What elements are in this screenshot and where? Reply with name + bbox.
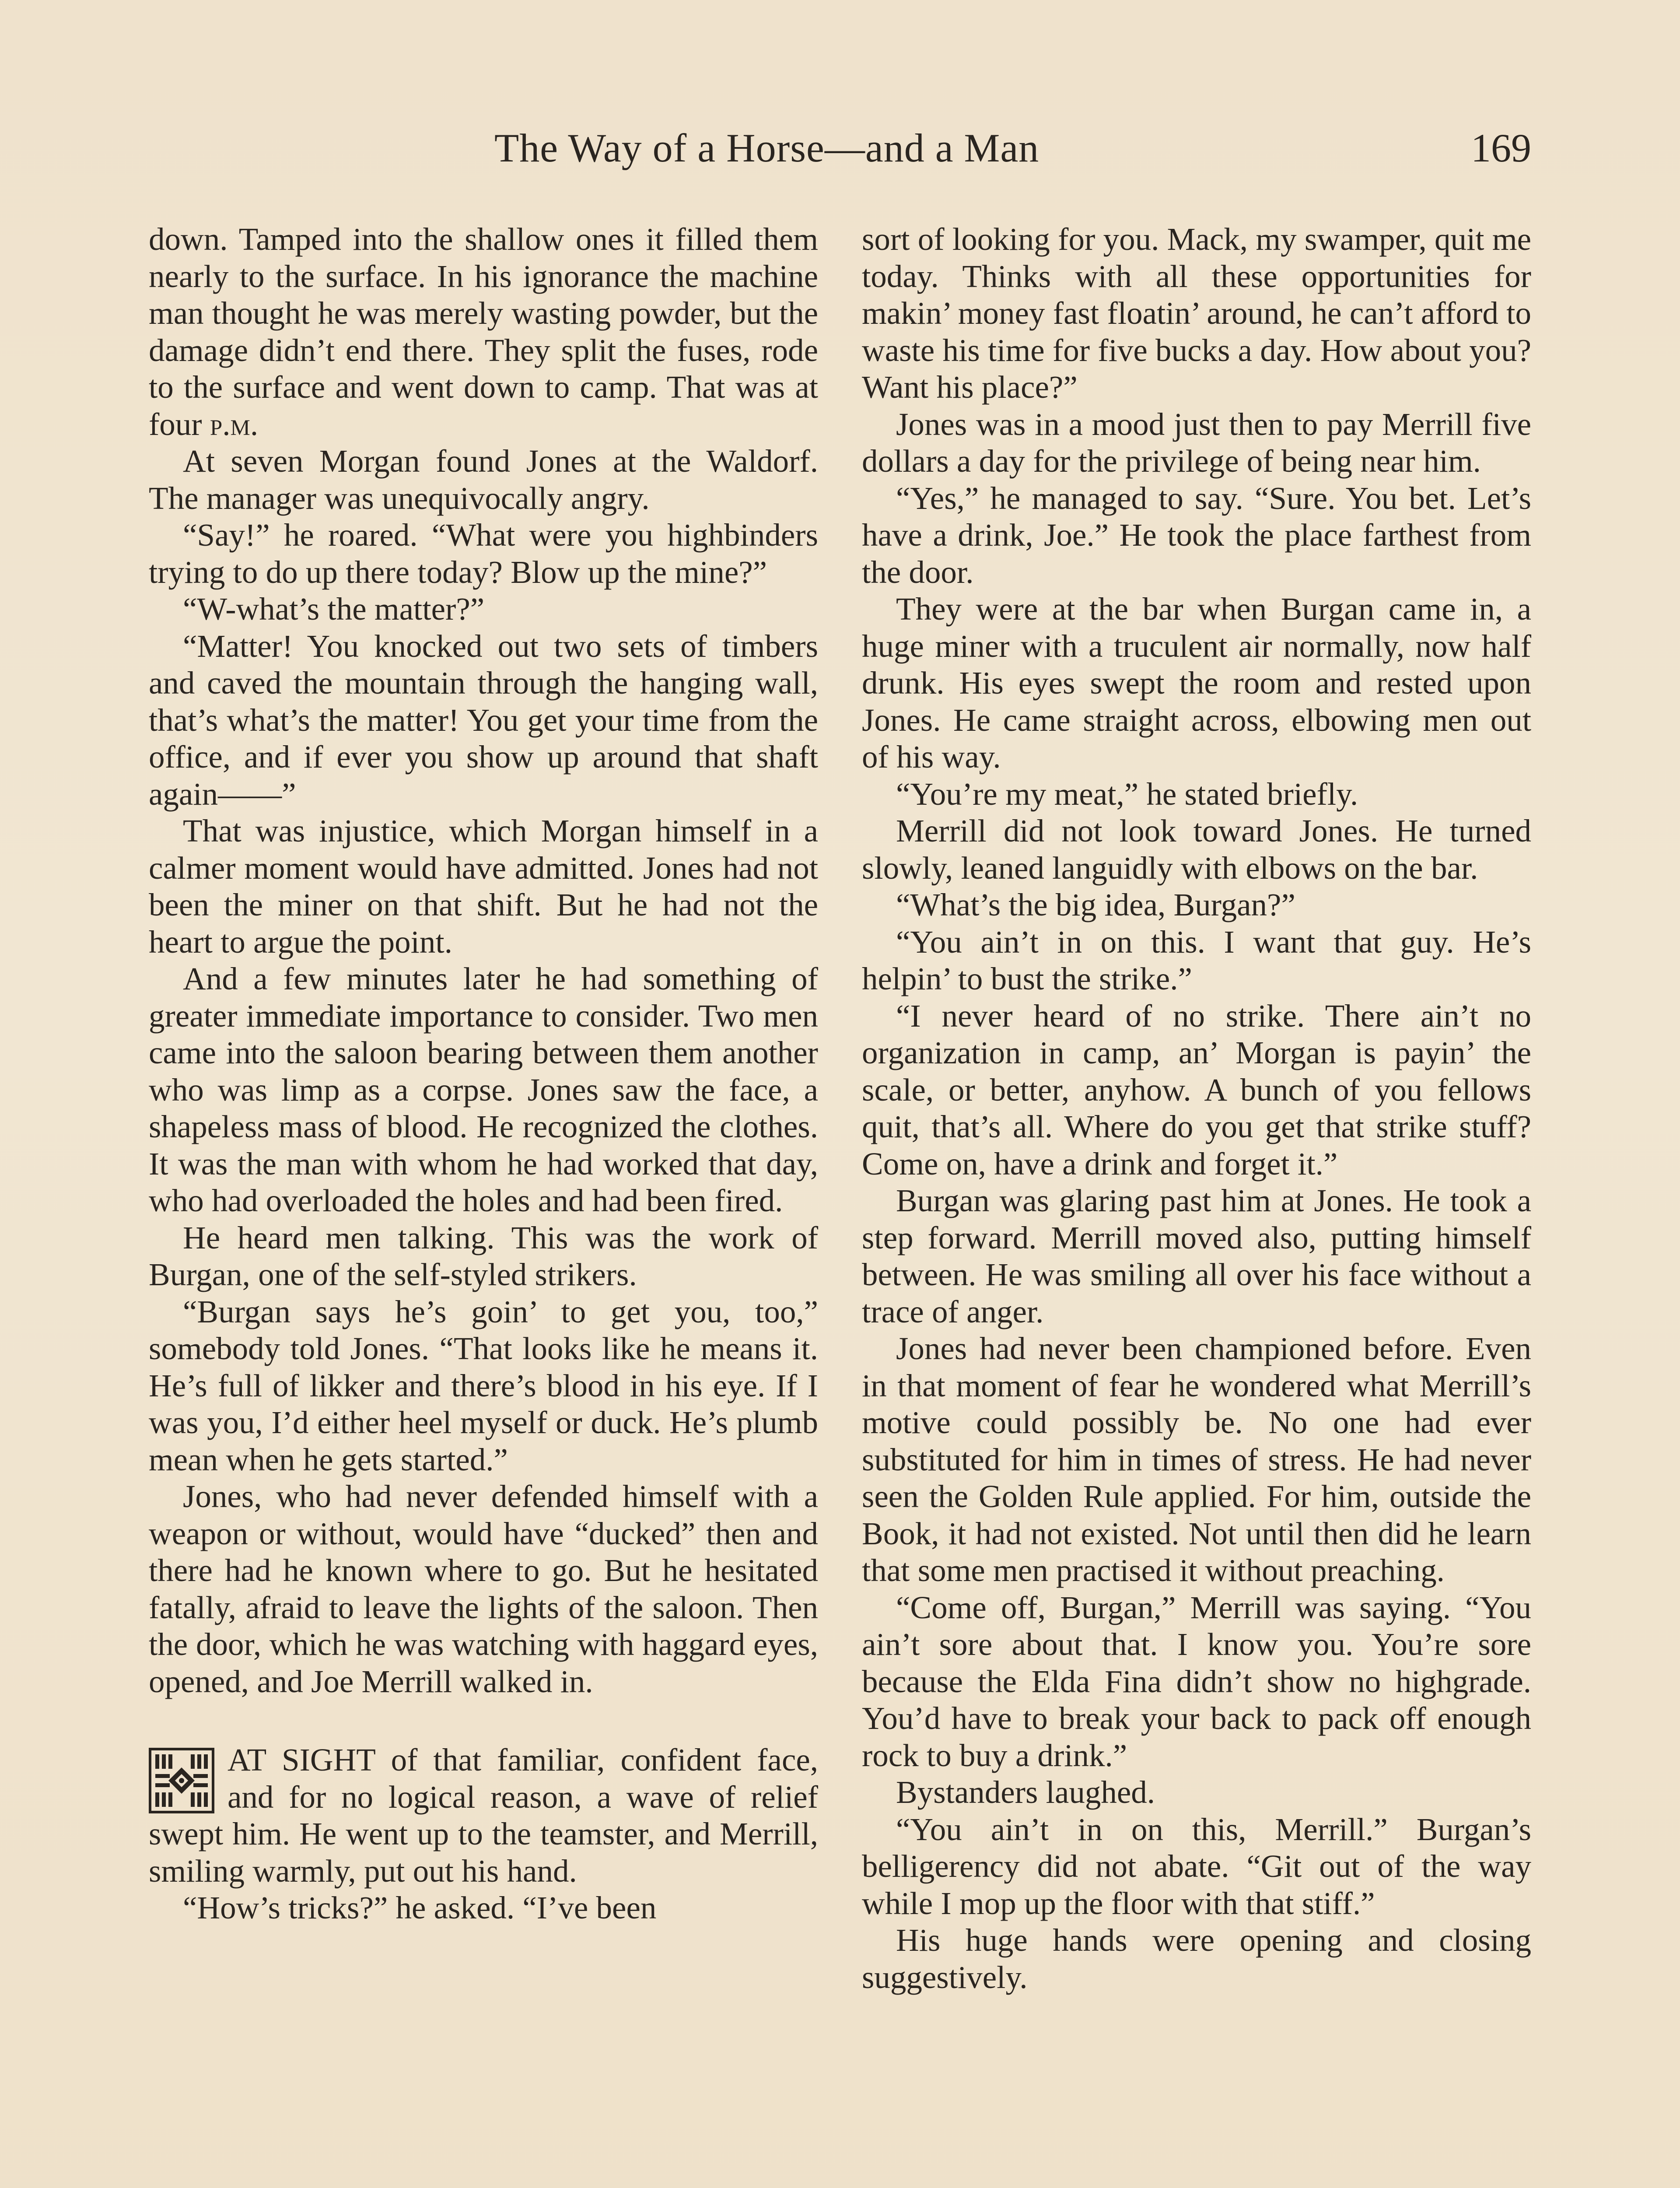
paragraph: He heard men talking. This was the work of Burgan, one of the self-styled strikers. [149,1220,818,1292]
paragraph: “Burgan says he’s goin’ to get you, too,” somebody told Jones. “That looks like he means it. He’s full of likker and there’s blood in his eye. If I was you, I’d either heel myself or duck. He’s plumb mean when he gets started.” [149,1294,818,1477]
running-head-title: The Way of a Horse—and a Man [494,126,1040,170]
paragraph-text: down. Tamped into the shallow ones it filled them nearly to the surface. In his ignorance the machine man thought he was merely wasting powder, but the damage didn’t end there. They split the fuses, rode to the surface and went down to camp. That was at four [149,221,818,442]
paragraph: “How’s tricks?” he asked. “I’ve been [183,1890,657,1925]
decorative-ornament-icon [149,1748,214,1813]
paragraph: Bystanders laughed. [896,1774,1155,1810]
paragraph: Jones had never been championed before. Even in that moment of fear he wondered what Merrill’s motive could possibly be. No one had ever substituted for him in times of stress. He had never seen the Golden Rule applied. For him, outside the Book, it had not existed. Not until then did he learn that some men practised it without preaching. [862,1331,1531,1588]
paragraph: “What’s the big idea, Burgan?” [896,887,1295,922]
paragraph: That was injustice, which Morgan himself in a calmer moment would have admitted. Jones had not been the miner on that shift. But he had not the heart to argue the point. [149,813,818,960]
paragraph: “Come off, Burgan,” Merrill was saying. “You ain’t sore about that. I know you. You’re sore because the Elda Fina didn’t show no highgrade. You’d have to break your back to pack off enough rock to buy a drink.” [862,1589,1531,1773]
paragraph: sort of looking for you. Mack, my swamper, quit me today. Thinks with all these opportunities for makin’ money fast floatin’ around, he can’t afford to waste his time for five bucks a day. How about you? Want his place?” [862,221,1531,405]
paragraph: Jones, who had never defended himself with a weapon or without, would have “ducked” then and there had he known where to go. But he hesitated fatally, afraid to leave the lights of the saloon. Then the door, which he was watching with haggard eyes, opened, and Joe Merrill walked in. [149,1479,818,1699]
paragraph: “You ain’t in on this. I want that guy. He’s helpin’ to bust the strike.” [862,924,1531,996]
section-opening-paragraph [149,1742,818,1890]
paragraph: Jones was in a mood just then to pay Merrill five dollars a day for the privilege of being near him. [862,406,1531,479]
paragraph: “W-what’s the matter?” [183,591,485,627]
paragraph: They were at the bar when Burgan came in, a huge miner with a truculent air normally, now half drunk. His eyes swept the room and rested upon Jones. He came straight across, elbowing men out of his way. [862,591,1531,775]
paragraph: Burgan was glaring past him at Jones. He took a step forward. Merrill moved also, putting himself between. He was smiling all over his face without a trace of anger. [862,1183,1531,1329]
paragraph: “Matter! You knocked out two sets of timbers and caved the mountain through the hanging wall, that’s what’s the matter! You get your time from the office, and if ever you show up around that shaft again——” [149,628,818,812]
page-number: 169 [1471,126,1531,170]
left-column [149,221,818,1927]
paragraph: “You ain’t in on this, Merrill.” Burgan’s belligerency did not abate. “Git out of the way while I mop up the floor with that stiff.” [862,1811,1531,1921]
paragraph: “I never heard of no strike. There ain’t no organization in camp, an’ Morgan is payin’ the scale, or better, anyhow. A bunch of you fellows quit, that’s all. Where do you get that strike stuff? Come on, have a drink and forget it.” [862,998,1531,1182]
right-column [862,221,1531,1996]
paragraph-text: AT SIGHT of that familiar, confident face, and for no logical reason, a wave of relief swept him. He went up to the teamster, and Merrill, smiling warmly, put out his hand. [149,1742,818,1889]
paragraph: “You’re my meat,” he stated briefly. [896,776,1358,812]
paragraph: His huge hands were opening and closing suggestively. [862,1922,1531,1995]
paragraph: “Yes,” he managed to say. “Sure. You bet. Let’s have a drink, Joe.” He took the place farthest from the door. [862,480,1531,590]
paragraph: And a few minutes later he had something of greater immediate importance to consider. Two men came into the saloon bearing between them another who was limp as a corpse. Jones saw the face, a shapeless mass of blood. He recognized the clothes. It was the man with whom he had worked that day, who had overloaded the holes and had been fired. [149,961,818,1218]
paragraph: At seven Morgan found Jones at the Waldorf. The manager was unequivocally angry. [149,443,818,516]
paragraph [149,221,818,443]
paragraph: Merrill did not look toward Jones. He turned slowly, leaned languidly with elbows on the bar. [862,813,1531,886]
paragraph: “Say!” he roared. “What were you highbinders trying to do up there today? Blow up the mine?” [149,517,818,590]
time-abbrev: p.m. [210,406,259,442]
